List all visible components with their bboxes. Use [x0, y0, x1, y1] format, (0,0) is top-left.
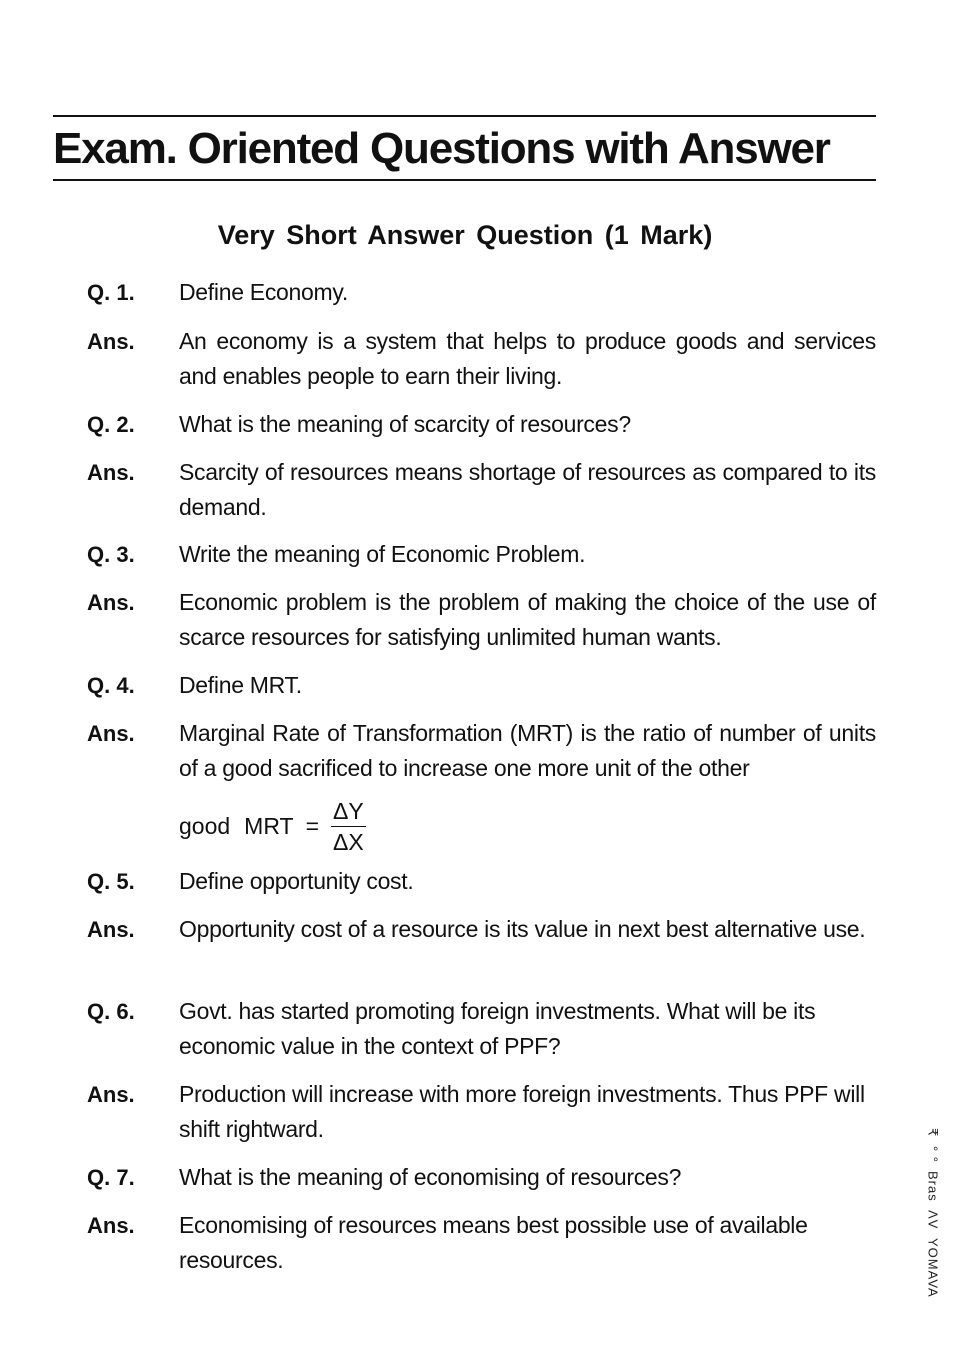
question-label: Q. 7.: [87, 1165, 135, 1190]
answer-text: Economic problem is the problem of making the choice of the use of scarce resources for satisfying unlimited human wants.: [179, 589, 876, 650]
question-label: Q. 4.: [87, 673, 135, 698]
answer-text: An economy is a system that helps to produce goods and services and enables people to earn their living.: [179, 328, 876, 389]
section-title: Very Short Answer Question (1 Mark): [217, 220, 713, 250]
question-label: Q. 5.: [87, 869, 135, 894]
answer-label: Ans.: [87, 917, 135, 942]
page-title: Exam. Oriented Questions with Answer: [53, 124, 830, 173]
question-label: Q. 2.: [87, 412, 135, 437]
formula-fraction: [331, 796, 366, 857]
formula-lhs: MRT: [244, 812, 294, 839]
header-top-rule: [53, 115, 876, 117]
question-text: Define MRT.: [179, 672, 302, 698]
question-label: Q. 1.: [87, 280, 135, 305]
watermark-glyph: ₹: [925, 1128, 941, 1138]
answer-label: Ans.: [87, 590, 135, 615]
watermark-glyph: YOMAVA: [925, 1238, 941, 1298]
answer-text: Marginal Rate of Transformation (MRT) is the ratio of number of units of a good sacrificed to increase one more unit of the other: [179, 720, 876, 781]
question-text: What is the meaning of scarcity of resources?: [179, 411, 631, 437]
question-text: Define Economy.: [179, 279, 348, 305]
answer-text: Production will increase with more foreign investments. Thus PPF will shift rightward.: [179, 1081, 865, 1142]
answer-label: Ans.: [87, 1213, 135, 1238]
answer-label: Ans.: [87, 1082, 135, 1107]
question-label: Q. 3.: [87, 542, 135, 567]
question-text: What is the meaning of economising of resources?: [179, 1164, 682, 1190]
mrt-formula: [179, 794, 366, 858]
fraction-denominator: ΔX: [333, 828, 364, 855]
answer-text: Opportunity cost of a resource is its value in next best alternative use.: [179, 916, 866, 942]
answer-text: Economising of resources means best possible use of available resources.: [179, 1212, 808, 1273]
question-label: Q. 6.: [87, 999, 135, 1024]
formula-prefix: good: [179, 812, 231, 839]
fraction-numerator: ΔY: [333, 797, 364, 824]
watermark-glyph: ° °: [925, 1145, 941, 1163]
formula-equals: =: [305, 812, 320, 839]
answer-text: Scarcity of resources means shortage of resources as compared to its demand.: [179, 459, 876, 520]
watermark-glyph: Bras: [925, 1171, 941, 1202]
question-text: Govt. has started promoting foreign investments. What will be its economic value in the context of PPF?: [179, 998, 816, 1059]
header-bottom-rule: [53, 179, 876, 181]
watermark-glyph: ΛV: [925, 1210, 941, 1230]
side-watermark: [921, 1128, 945, 1298]
question-text: Define opportunity cost.: [179, 868, 414, 894]
question-text: Write the meaning of Economic Problem.: [179, 541, 586, 567]
answer-label: Ans.: [87, 329, 135, 354]
answer-label: Ans.: [87, 460, 135, 485]
answer-label: Ans.: [87, 721, 135, 746]
